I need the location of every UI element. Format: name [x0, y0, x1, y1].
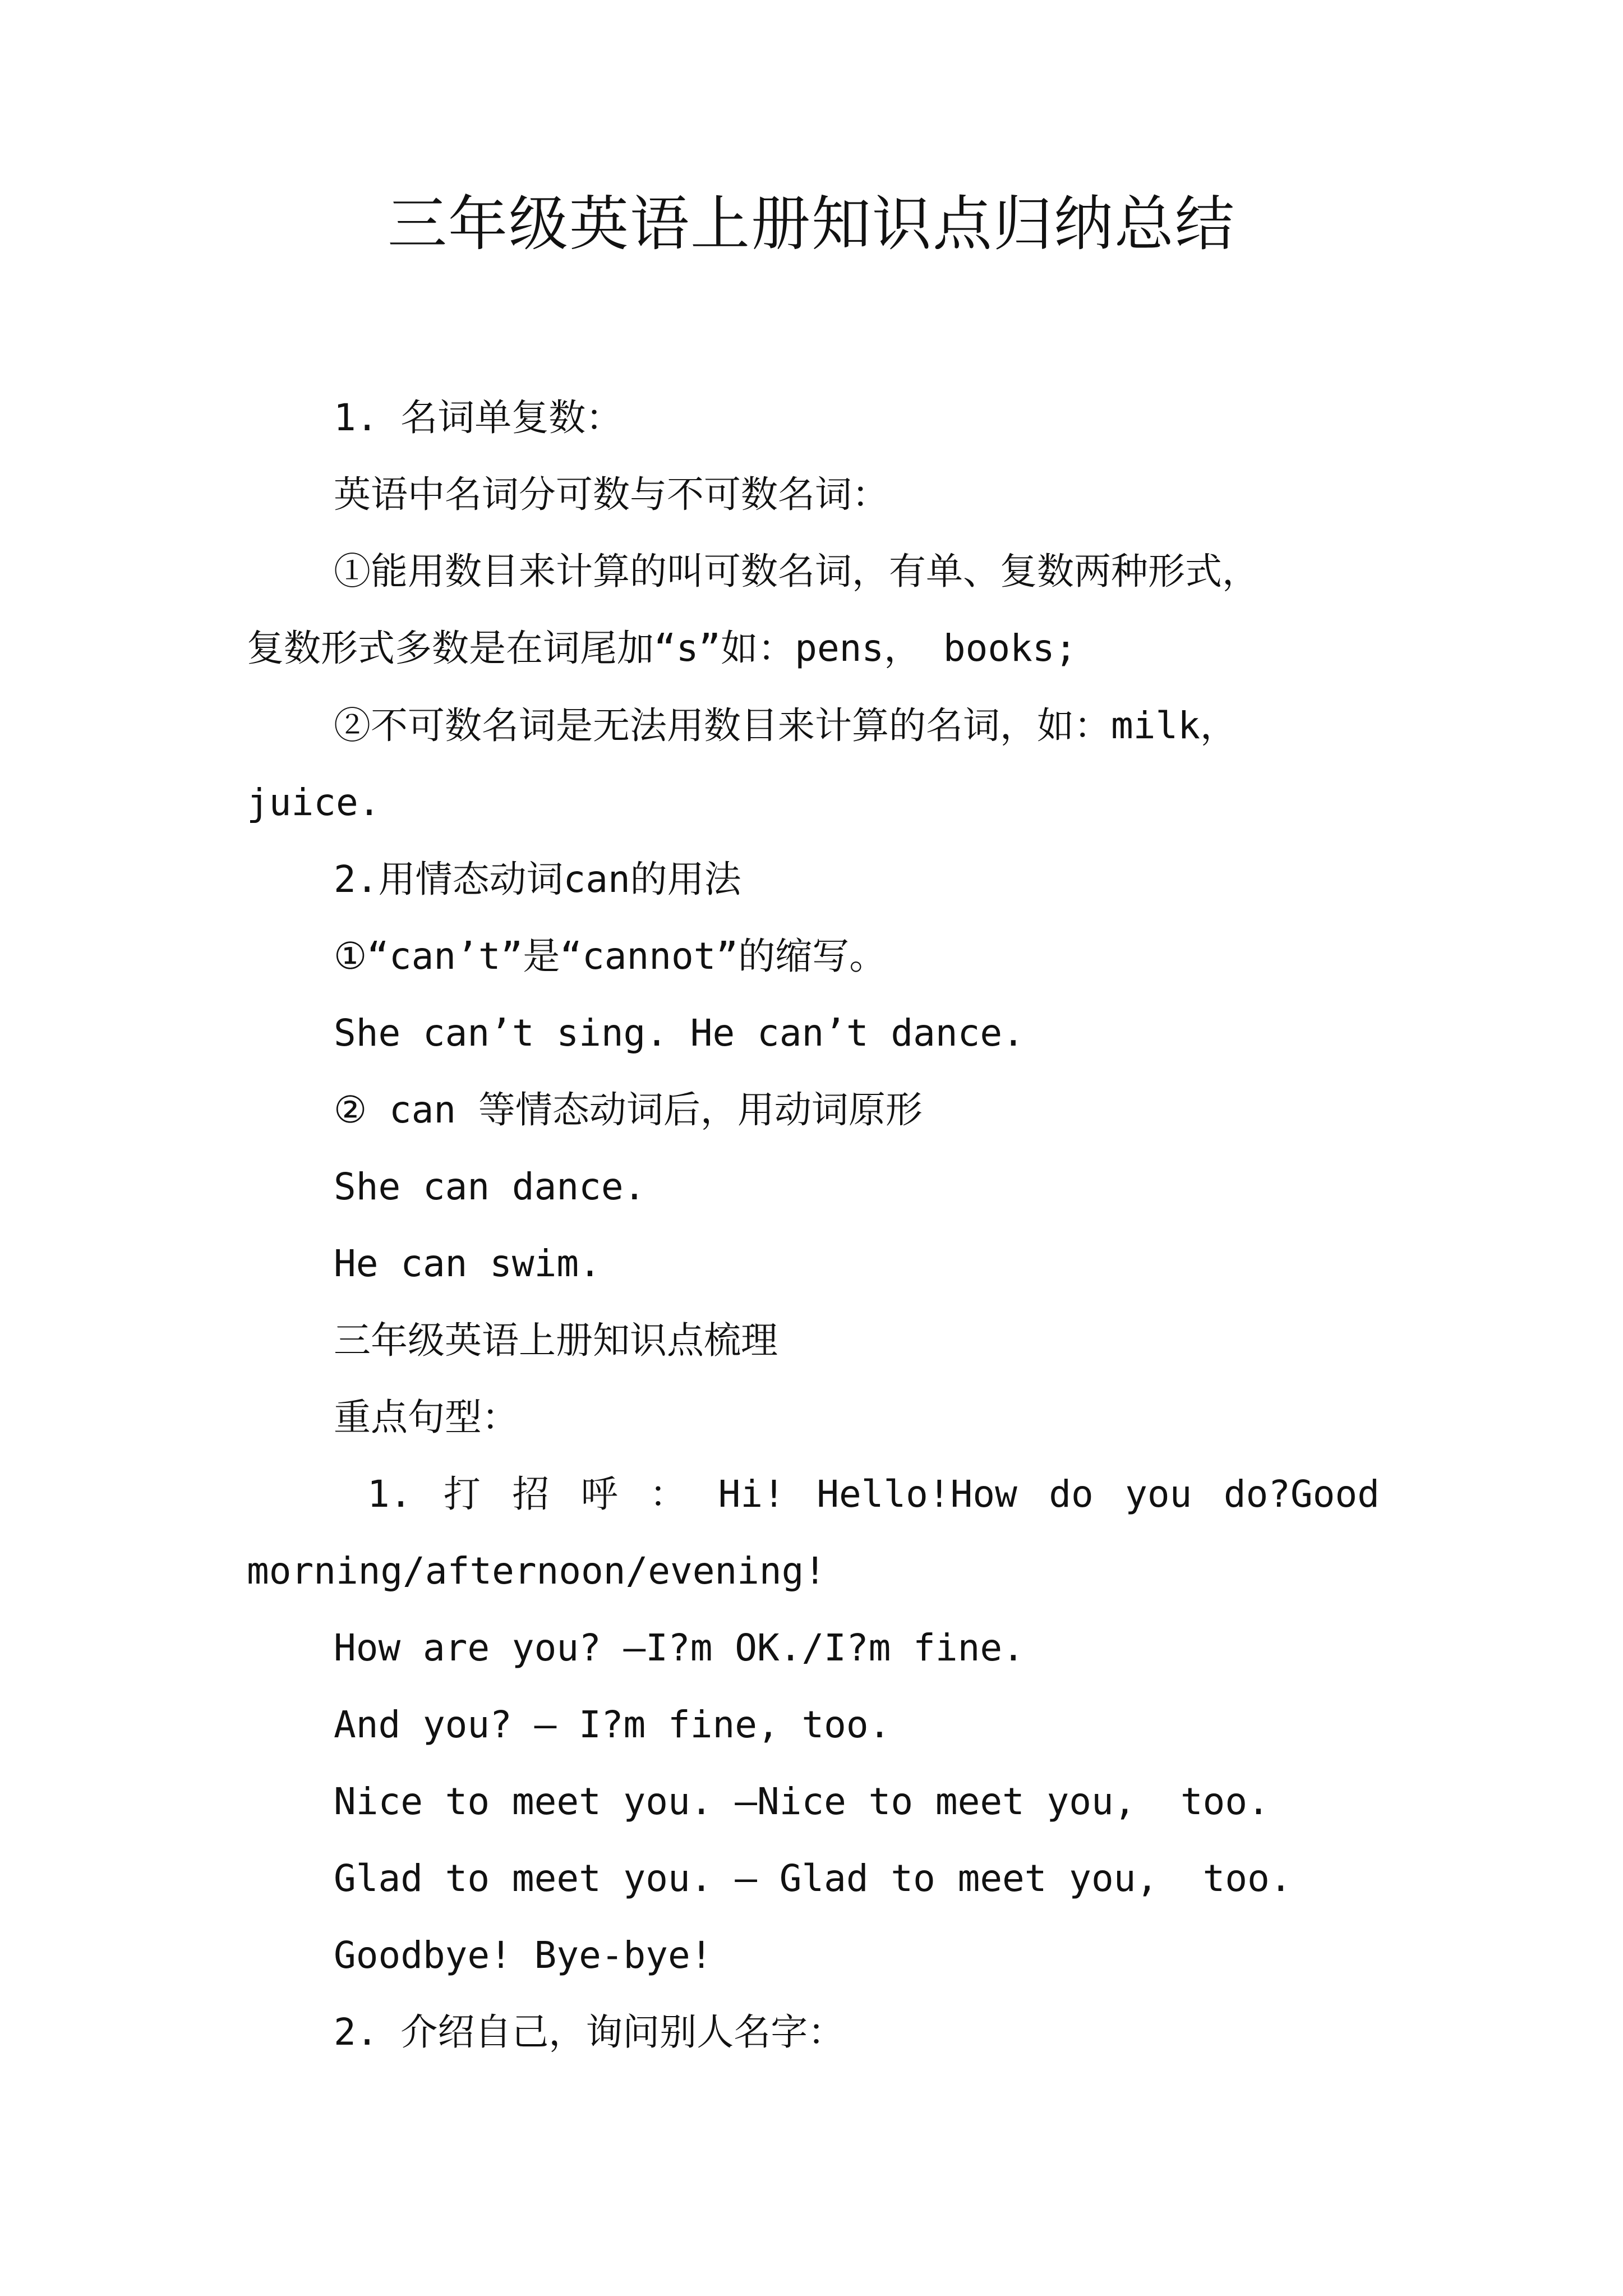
text-line: ②不可数名词是无法用数目来计算的名词，如：milk，: [334, 704, 1237, 747]
greeting-word: 打: [443, 1473, 481, 1516]
section-heading-introduce: 2. 介绍自己，询问别人名字：: [334, 2010, 845, 2054]
text-line: 英语中名词分可数与不可数名词：: [334, 473, 889, 516]
example-sentence: morning/afternoon/evening!: [247, 1549, 827, 1593]
page-title: 三年级英语上册知识点归纳总结: [388, 190, 1235, 259]
greeting-word: 招: [512, 1473, 550, 1516]
text-line: 复数形式多数是在词尾加“s”如：pens， books;: [247, 627, 1077, 670]
greeting-word: Hello!How: [817, 1473, 1017, 1516]
text-line: ①“can’t”是“cannot”的缩写。: [334, 935, 887, 978]
section-heading-nouns: 1. 名词单复数：: [334, 396, 623, 439]
example-sentence: And you? — I?m fine, too.: [334, 1703, 891, 1746]
example-sentence: She can’t sing. He can’t dance.: [334, 1011, 1025, 1055]
example-sentence: He can swim.: [334, 1242, 601, 1285]
example-sentence: Nice to meet you. —Nice to meet you, too.: [334, 1780, 1270, 1823]
example-sentence: Glad to meet you. — Glad to meet you, too.: [334, 1857, 1292, 1900]
greeting-word: do: [1049, 1473, 1094, 1516]
greeting-word: ：: [649, 1473, 687, 1516]
greeting-word: do?Good: [1223, 1473, 1380, 1516]
greeting-word: 1.: [367, 1473, 412, 1516]
greeting-word: you: [1125, 1473, 1192, 1516]
section-heading-key-patterns: 重点句型：: [334, 1396, 519, 1439]
text-line: ② can 等情态动词后，用动词原形: [334, 1088, 923, 1131]
greeting-word: Hi!: [718, 1473, 785, 1516]
text-line: ①能用数目来计算的叫可数名词，有单、复数两种形式，: [334, 550, 1259, 593]
example-sentence: She can dance.: [334, 1165, 646, 1208]
greeting-justified-line: [367, 1466, 1380, 1522]
example-sentence: Goodbye! Bye-bye!: [334, 1934, 713, 1977]
example-sentence: How are you? —I?m OK./I?m fine.: [334, 1626, 1025, 1669]
text-line: juice.: [247, 781, 381, 824]
section-heading-can: 2.用情态动词can的用法: [334, 858, 741, 901]
greeting-word: 呼: [580, 1473, 618, 1516]
section-title: 三年级英语上册知识点梳理: [334, 1319, 778, 1362]
